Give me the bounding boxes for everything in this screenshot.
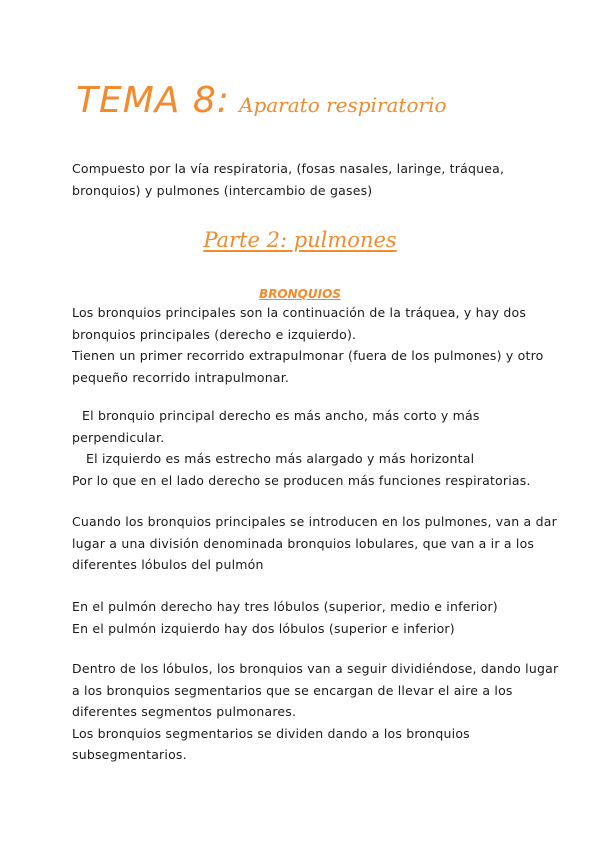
text-line: Cuando los bronquios principales se introducen en los pulmones, van a dar [72, 514, 557, 529]
text-line: diferentes segmentos pulmonares. [72, 704, 297, 719]
section-heading-text: BRONQUIOS [259, 287, 341, 301]
text-line: bronquios) y pulmones (intercambio de gases) [72, 183, 373, 198]
paragraph-5 [72, 658, 559, 766]
text-line: Compuesto por la vía respiratoria, (fosas nasales, laringe, tráquea, [72, 161, 505, 176]
paragraph-1 [72, 302, 542, 388]
text-line: Los bronquios principales son la continuación de la tráquea, y hay dos [72, 305, 527, 320]
text-line: Los bronquios segmentarios se dividen dando a los bronquios [72, 725, 470, 741]
intro-paragraph [72, 158, 542, 202]
text-line: perpendicular. [72, 429, 165, 445]
text-line: En el pulmón derecho hay tres lóbulos (superior, medio e inferior) [72, 599, 498, 614]
part-heading [0, 228, 600, 252]
text-line: Tienen un primer recorrido extrapulmonar (fuera de los pulmones) y otro [72, 348, 544, 363]
text-line: El bronquio principal derecho es más ancho, más corto y más [82, 408, 480, 423]
text-line: pequeño recorrido intrapulmonar. [72, 369, 290, 385]
paragraph-4 [72, 596, 542, 639]
text-line: lugar a una división denominada bronquios lobulares, que van a ir a los [72, 535, 535, 551]
page-title [76, 80, 447, 121]
paragraph-2 [72, 405, 542, 491]
text-line: Dentro de los lóbulos, los bronquios van a seguir dividiéndose, dando lugar [72, 661, 559, 676]
text-line: Por lo que en el lado derecho se producen más funciones respiratorias. [72, 472, 531, 488]
paragraph-3 [72, 511, 557, 576]
section-heading [0, 283, 600, 302]
text-line: bronquios principales (derecho e izquierdo). [72, 326, 357, 342]
title-main: TEMA 8: [76, 80, 230, 121]
text-line: El izquierdo es más estrecho más alargado y más horizontal [86, 451, 475, 466]
part-heading-text: Parte 2: pulmones [203, 228, 397, 252]
text-line: subsegmentarios. [72, 747, 187, 762]
text-line: diferentes lóbulos del pulmón [72, 557, 264, 572]
title-sub: Aparato respiratorio [239, 93, 447, 117]
text-line: a los bronquios segmentarios que se encargan de llevar el aire a los [72, 682, 513, 698]
text-line: En el pulmón izquierdo hay dos lóbulos (superior e inferior) [72, 620, 455, 636]
